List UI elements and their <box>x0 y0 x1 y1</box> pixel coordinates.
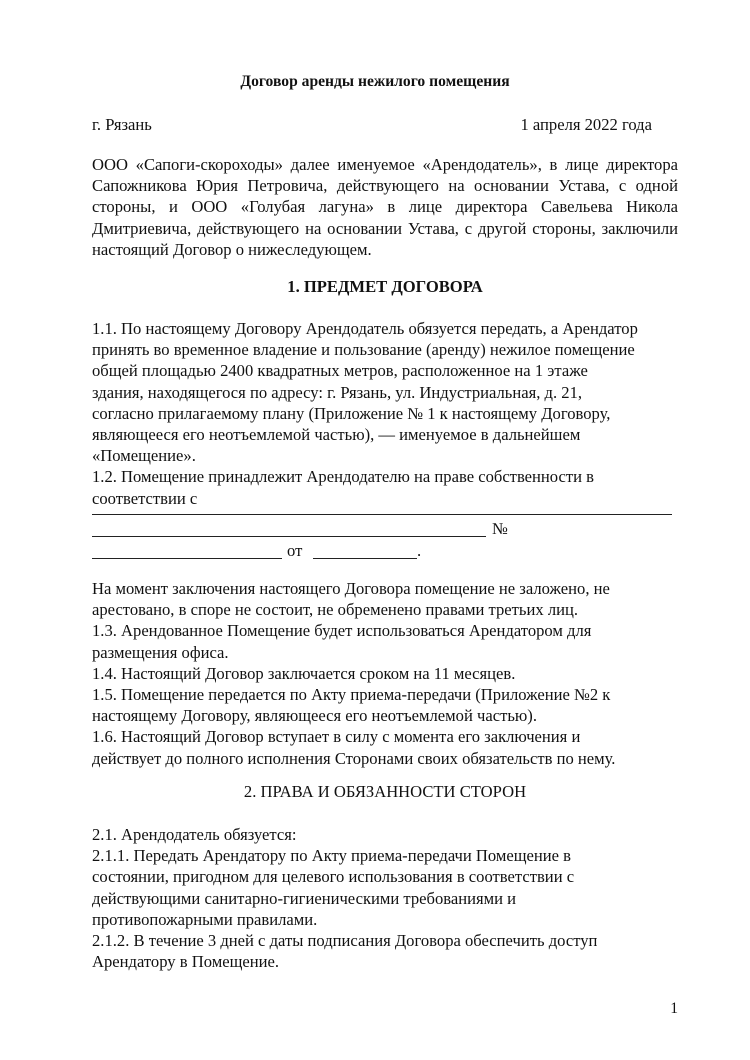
section-1-number: 1. <box>287 277 304 296</box>
contract-date: 1 апреля 2022 года <box>520 115 652 134</box>
page-number: 1 <box>670 1000 678 1017</box>
clause-line: общей площадью 2400 квадратных метров, расположенное на 1 этаже <box>92 361 588 381</box>
clause-line: действующими санитарно-гигиеническими требованиями и <box>92 888 517 908</box>
blank-line-document-name[interactable] <box>92 536 486 537</box>
section-2-clauses <box>92 824 678 972</box>
blank-line-ownership-basis[interactable] <box>92 514 672 515</box>
blank-line-document-date[interactable] <box>313 558 417 559</box>
clause-line: 1.5. Помещение передается по Акту приема-передачи (Приложение №2 к <box>92 685 611 705</box>
clause-line: «Помещение». <box>92 446 196 466</box>
blank-line-document-number[interactable] <box>92 558 282 559</box>
blank-period: . <box>417 541 422 560</box>
clause-line: состоянии, пригодном для целевого использования в соответствии с <box>92 867 575 887</box>
clause-line: На момент заключения настоящего Договора помещение не заложено, не <box>92 579 610 598</box>
city: г. Рязань <box>92 115 152 134</box>
clause-line: соответствии с <box>92 488 198 508</box>
clause-line: являющееся его неотъемлемой частью), — именуемое в дальнейшем <box>92 425 581 445</box>
section-1-title: ПРЕДМЕТ ДОГОВОРА <box>303 277 483 296</box>
clause-line: действует до полного исполнения Сторонами своих обязательств по нему. <box>92 748 616 768</box>
clause-line: принять во временное владение и пользование (аренду) нежилое помещение <box>92 340 635 360</box>
clause-1-1 <box>92 318 678 509</box>
clause-line: согласно прилагаемому плану (Приложение № 1 к настоящему Договору, <box>92 403 611 423</box>
clause-line: 2.1.2. В течение 3 дней с даты подписания Договора обеспечить доступ <box>92 931 598 951</box>
section-2-heading: 2. ПРАВА И ОБЯЗАННОСТИ СТОРОН <box>243 782 527 801</box>
clause-line: 1.6. Настоящий Договор вступает в силу с момента его заключения и <box>92 727 581 747</box>
clause-line: 1.3. Арендованное Помещение будет использоваться Арендатором для <box>92 621 592 641</box>
clause-line: 1.4. Настоящий Договор заключается сроком на 11 месяцев. <box>92 663 516 683</box>
clause-line: арестовано, в споре не состоит, не обременено правами третьих лиц. <box>92 600 579 620</box>
clause-line: 1.1. По настоящему Договору Арендодатель обязуется передать, а Арендатор <box>92 319 638 338</box>
clause-line: противопожарными правилами. <box>92 909 318 929</box>
number-sign: № <box>492 519 508 538</box>
place-date-row <box>92 115 652 135</box>
clause-line: 1.2. Помещение принадлежит Арендодателю на праве собственности в <box>92 467 594 487</box>
clauses-1-3-to-1-6 <box>92 578 678 769</box>
document-title: Договор аренды нежилого помещения <box>240 73 510 90</box>
from-label: от <box>287 541 303 560</box>
clause-line: настоящему Договору, являющееся его неотъемлемой частью). <box>92 706 537 726</box>
clause-line: здания, находящегося по адресу: г. Рязань, ул. Индустриальная, д. 21, <box>92 382 583 402</box>
clause-line: 2.1.1. Передать Арендатору по Акту приема-передачи Помещение в <box>92 846 571 866</box>
clause-line: 2.1. Арендодатель обязуется: <box>92 825 297 844</box>
preamble-paragraph: ООО «Сапоги-скороходы» далее именуемое «Арендодатель», в лице директора Сапожникова Юрия Петровича, действующего на основании Устава, с одной стороны, и ООО «Голубая лагуна» в лице директора Савельева Никола Дмитриевича, действующего на основании Устава, с другой стороны, заключили настоящий Договор о нижеследующем. <box>92 155 678 259</box>
clause-line: Арендатору в Помещение. <box>92 952 279 972</box>
section-1-heading <box>0 277 750 297</box>
clause-line: размещения офиса. <box>92 642 229 662</box>
